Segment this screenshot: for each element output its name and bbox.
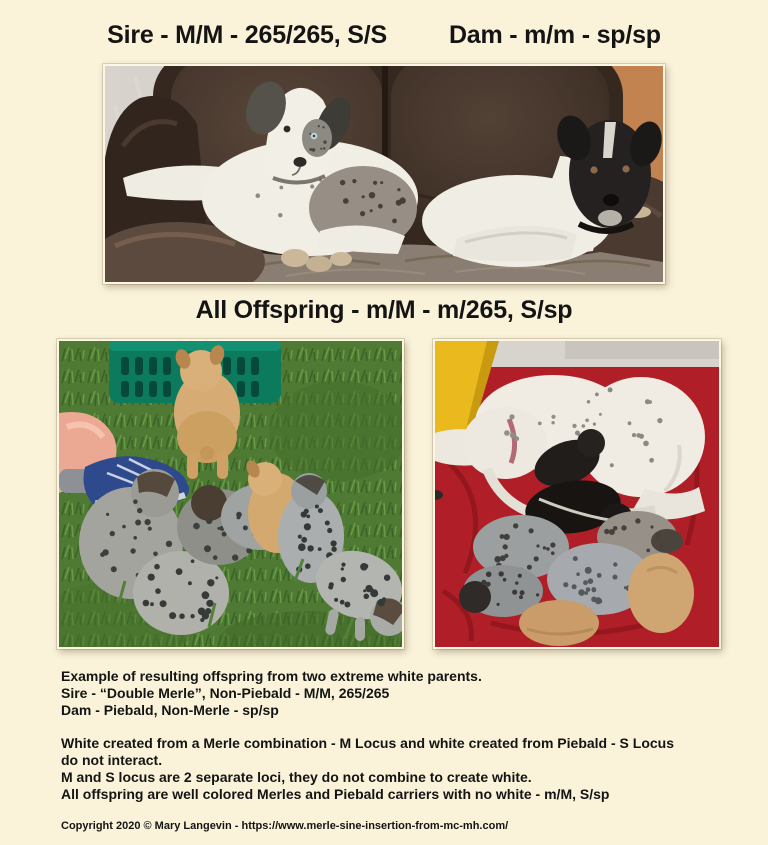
explanation-text <box>61 668 768 803</box>
puppies-grass-photo <box>57 339 404 649</box>
text-line: All offspring are well colored Merles and Piebald carriers with no white - m/M, S/sp <box>61 786 610 802</box>
dam-genotype-title: Dam - m/m - sp/sp <box>448 21 661 49</box>
text-line: Example of resulting offspring from two extreme white parents. <box>61 668 482 684</box>
offspring-photos-row <box>57 339 768 649</box>
puppies-grass-illustration <box>59 341 402 647</box>
explanation-paragraph-2 <box>61 735 768 803</box>
text-line: do not interact. <box>61 752 163 768</box>
text-line: White created from a Merle combination - M Locus and white created from Piebald - S Locus <box>61 735 674 751</box>
text-line: Dam - Piebald, Non-Merle - sp/sp <box>61 702 279 718</box>
offspring-genotype-title: All Offspring - m/M - m/265, S/sp <box>195 296 573 324</box>
dam-nursing-illustration <box>435 341 719 647</box>
parent-genotype-titles <box>0 0 768 49</box>
sire-genotype-title: Sire - M/M - 265/265, S/S <box>107 21 387 49</box>
text-line: M and S locus are 2 separate loci, they do not combine to create white. <box>61 769 532 785</box>
parents-couch-photo <box>103 64 665 284</box>
explanation-paragraph-1 <box>61 668 768 719</box>
parents-couch-illustration <box>105 66 663 282</box>
text-line: Sire - “Double Merle”, Non-Piebald - M/M, 265/265 <box>61 685 390 701</box>
dam-nursing-photo <box>433 339 721 649</box>
copyright-line: Copyright 2020 © Mary Langevin - https://www.merle-sine-insertion-from-mc-mh.com/ <box>61 820 509 832</box>
